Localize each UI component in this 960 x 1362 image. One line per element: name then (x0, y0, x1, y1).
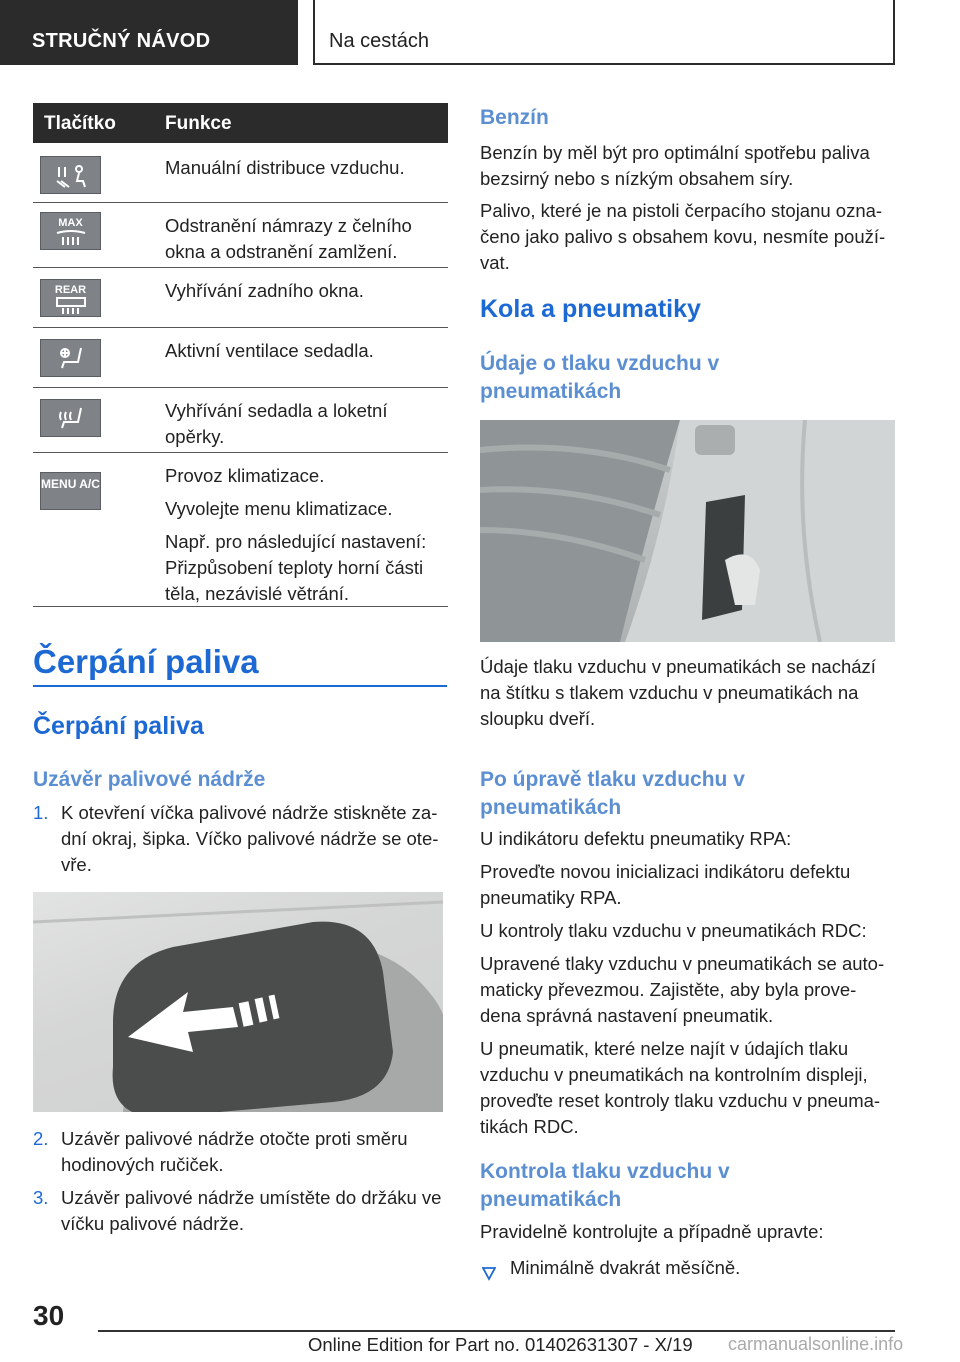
step-text: Uzávěr palivové nádrže otočte proti směru hodinových ručiček. (61, 1128, 408, 1175)
table-header (33, 103, 448, 143)
row-line: Odstranění námrazy z čelního okna a odstranění zamlžení. (165, 215, 412, 262)
udaje-paragraph: Údaje tlaku vzduchu v pneumatikách se nachází na štítku s tlakem vzduchu v pneumatikách na sloupku dveří. (480, 656, 876, 729)
kontrola-paragraph: Pravidelně kontrolujte a případně upravte: (480, 1221, 824, 1242)
kontrola-heading: Kontrola tlaku vzduchu v pneumatikách (480, 1160, 730, 1211)
uprava-paragraph: U indikátoru defektu pneumatiky RPA: (480, 828, 792, 849)
header-button: Tlačítko (44, 113, 116, 134)
row-line: Provoz klimatizace. (165, 465, 325, 486)
button-badge: MAX (58, 217, 83, 229)
bullet-text: Minimálně dvakrát měsíčně. (510, 1257, 741, 1278)
footer-rule (98, 1330, 895, 1332)
section-heading: Čerpání paliva (33, 643, 259, 680)
section-tab (0, 0, 298, 65)
kola-heading: Kola a pneumatiky (480, 295, 701, 323)
seat-ventilation-icon (40, 339, 101, 377)
menu-ac-icon (40, 472, 101, 510)
table-row (33, 203, 448, 268)
row-text (165, 398, 448, 457)
subsection-heading: Čerpání paliva (33, 712, 204, 740)
udaje-heading: Údaje o tlaku vzduchu v pneumatikách (480, 352, 720, 403)
uprava-paragraph: Upravené tlaky vzduchu v pneumatikách se auto-maticky převezmou. Zajistěte, aby byla prove-dena správná nastavení pneumatik. (480, 953, 885, 1026)
button-badge: REAR (54, 284, 87, 296)
uprava-paragraph: Proveďte novou inicializaci indikátoru defektu pneumatiky RPA. (480, 861, 851, 908)
row-line: Vyvolejte menu klimatizace. (165, 498, 393, 519)
table-row (33, 388, 448, 453)
list-item (480, 1255, 740, 1281)
max-defrost-icon (40, 212, 101, 250)
row-text (165, 463, 448, 614)
uprava-heading: Po úpravě tlaku vzduchu v pneumatikách (480, 768, 745, 819)
benzin-paragraph: Palivo, které je na pistoli čerpacího stojanu ozna-čeno jako palivo s obsahem kovu, nesmíte použí-vat. (480, 200, 886, 273)
page-number: 30 (33, 1300, 65, 1331)
table-row (33, 268, 448, 328)
row-line: Vyhřívání sedadla a loketní opěrky. (165, 400, 388, 447)
row-line: Manuální distribuce vzduchu. (165, 157, 405, 178)
step-number: 3. (33, 1187, 49, 1208)
list-item (33, 1126, 448, 1178)
benzin-paragraph: Benzín by měl být pro optimální spotřebu paliva bezsirný nebo s nízkým obsahem síry. (480, 142, 870, 189)
step-number: 2. (33, 1128, 49, 1149)
list-item (33, 1185, 448, 1237)
step-text: K otevření víčka palivové nádrže stiskněte za-dní okraj, šipka. Víčko palivové nádrže se ote-vře. (61, 802, 439, 875)
chapter-title: Na cestách (329, 30, 430, 52)
row-line: Aktivní ventilace sedadla. (165, 340, 374, 361)
edition-note: Online Edition for Part no. 01402631307 - X/19 (308, 1334, 693, 1355)
chapter-tab (313, 0, 895, 65)
table-row (33, 453, 448, 607)
benzin-heading: Benzín (480, 106, 549, 129)
climate-buttons-table (33, 103, 448, 607)
seat-heating-icon (40, 399, 101, 437)
row-text (165, 338, 448, 371)
rear-window-heat-icon (40, 279, 101, 317)
triangle-bullet-icon (482, 1262, 496, 1288)
button-badge: MENU A/C (41, 477, 100, 491)
uprava-paragraph: U pneumatik, které nelze najít v údajích tlaku vzduchu v pneumatikách na kontrolním displeji, proveďte reset kontroly tlaku vzduchu v pneuma-tikách RDC. (480, 1038, 881, 1137)
table-row (33, 328, 448, 388)
table-row (33, 143, 448, 203)
row-text (165, 155, 448, 188)
fuel-flap-photo (33, 892, 443, 1112)
row-line: Např. pro následující nastavení: Přizpůsobení teploty horní části těla, nezávislé větrání. (165, 531, 427, 604)
air-distribution-icon (40, 156, 101, 194)
uprava-paragraph: U kontroly tlaku vzduchu v pneumatikách RDC: (480, 920, 867, 941)
row-text (165, 213, 448, 272)
row-text (165, 278, 448, 311)
door-pillar-photo (480, 420, 895, 642)
row-line: Vyhřívání zadního okna. (165, 280, 364, 301)
step-number: 1. (33, 802, 49, 823)
list-item (33, 800, 448, 878)
header-function: Funkce (165, 113, 232, 134)
watermark: carmanualsonline.info (728, 1334, 904, 1354)
topic-heading: Uzávěr palivové nádrže (33, 768, 266, 791)
heading-rule (33, 685, 447, 687)
step-text: Uzávěr palivové nádrže umístěte do držáku ve víčku palivové nádrže. (61, 1187, 442, 1234)
section-title: STRUČNÝ NÁVOD (32, 30, 211, 52)
